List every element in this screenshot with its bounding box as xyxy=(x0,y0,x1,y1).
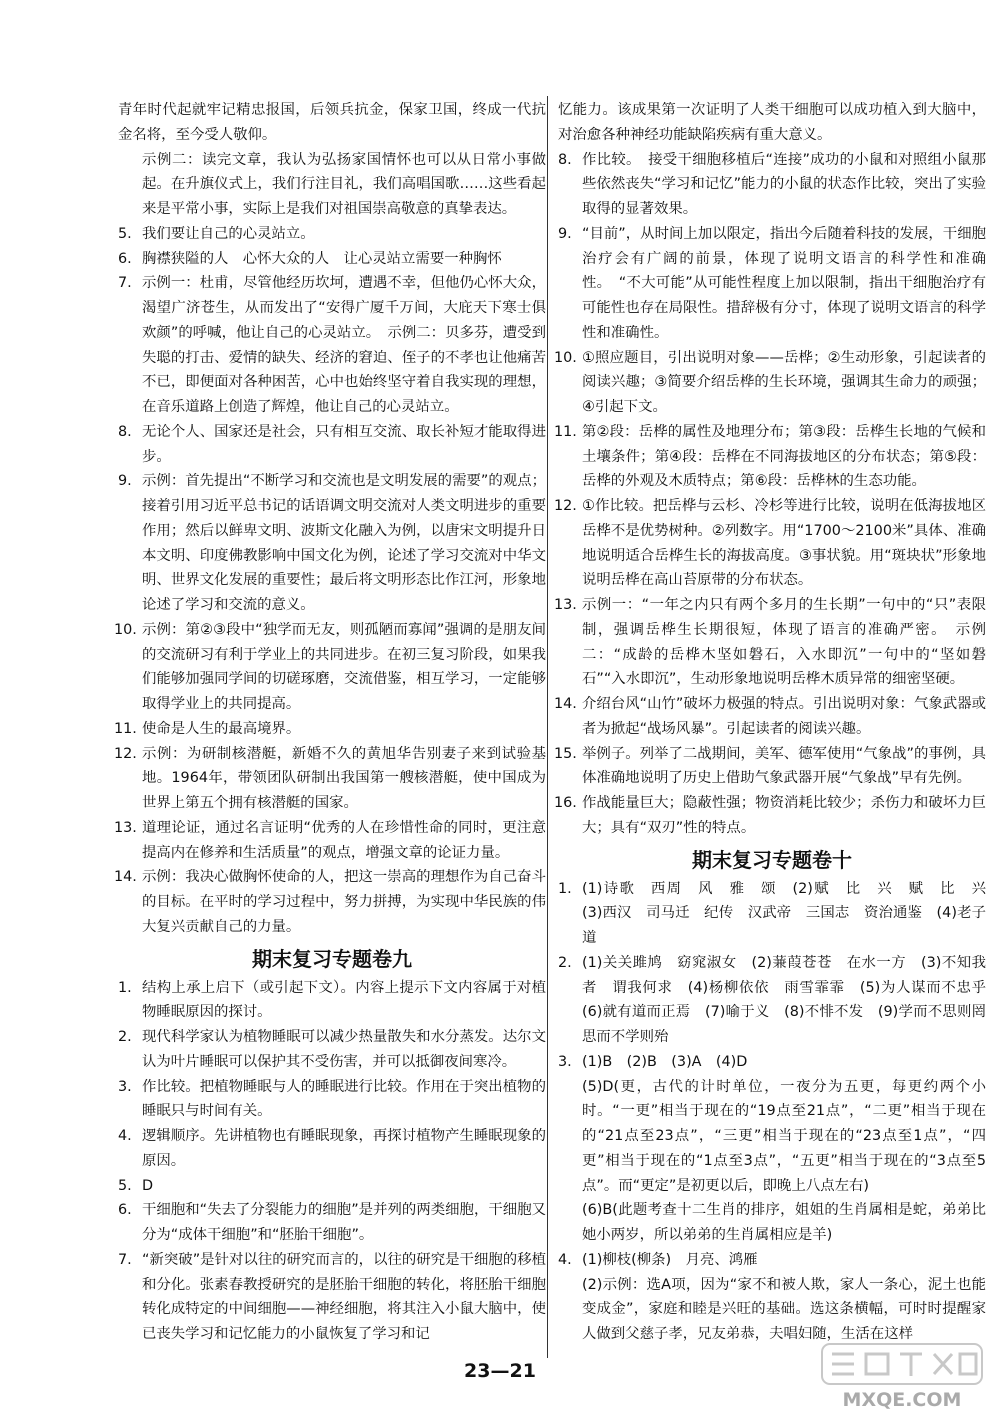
answer-item xyxy=(118,469,546,618)
item-text: (1)B (2)B (3)A (4)D xyxy=(582,1053,748,1070)
item-text: 示例二：读完文章，我认为弘扬家国情怀也可以从日常小事做起。在升旗仪式上，我们行注目礼，我们高唱国歌……这些看起来是平常小事，实际上是我们对祖国崇高敬意的真挚表达。 xyxy=(142,151,546,217)
answer-item xyxy=(554,420,986,494)
item-text: 无论个人、国家还是社会，只有相互交流、取长补短才能取得进步。 xyxy=(142,423,546,465)
item-number: 16. xyxy=(554,795,577,811)
answer-item xyxy=(558,98,986,148)
item-number: 1. xyxy=(118,979,132,996)
item-text: “新突破”是针对以往的研究而言的，以往的研究是干细胞的移植和分化。张素春教授研究的是胚胎干细胞的转化，将胚胎干细胞转化成特定的中间细胞——神经细胞，将其注入小鼠大脑中，使已丧失学习和记忆能力的小鼠恢复了学习和记 xyxy=(142,1251,546,1342)
item-text: ①照应题目，引出说明对象——岳桦；②生动形象，引起读者的阅读兴趣；③简要介绍岳桦的生长环境，强调其生命力的顽强；④引起下文。 xyxy=(582,349,986,415)
item-text: (5)D(更，古代的计时单位，一夜分为五更，每更约两个小时。“一更”相当于现在的“19点至21点”，“二更”相当于现在的“21点至23点”，“三更”相当于现在的“23点至1点”，“四更”相当于现在的“1点至3点”，“五更”相当于现在的“3点至5点”。而“更定”是初更以后，即晚上八点左右) xyxy=(582,1078,986,1194)
answer-item xyxy=(114,816,546,866)
answer-item xyxy=(558,1248,986,1273)
answer-item xyxy=(554,791,986,841)
answer-item xyxy=(118,1174,546,1199)
item-text: 使命是人生的最高境界。 xyxy=(142,720,301,737)
left-column xyxy=(114,98,546,1347)
answer-item xyxy=(554,346,986,420)
item-number: 5. xyxy=(118,225,132,242)
item-text: 结构上承上启下（或引起下文）。内容上提示下文内容属于对植物睡眠原因的探讨。 xyxy=(142,979,546,1021)
item-text: “目前”，从时间上加以限定，指出今后随着科技的发展，干细胞治疗会有广阔的前景，体现了说明文语言的科学性和准确性。 “不大可能”从可能性程度上加以限制，指出干细胞治疗有可能性也存在局限性。措辞极有分寸，体现了说明文语言的科学性和准确性。 xyxy=(582,225,986,341)
item-number: 15. xyxy=(554,745,577,762)
item-number: 12. xyxy=(554,498,577,514)
item-text: (6)B(此题考查十二生肖的排序，姐姐的生肖属相是蛇，弟弟比她小两岁，所以弟弟的生肖属相应是羊) xyxy=(582,1202,986,1243)
answer-item xyxy=(114,717,546,742)
item-text: 胸襟狭隘的人 心怀大众的人 让心灵站立需要一种胸怀 xyxy=(142,250,502,267)
item-number: 9. xyxy=(558,225,572,242)
right-column xyxy=(554,98,1000,1347)
answer-item xyxy=(558,1273,986,1347)
answer-item xyxy=(118,148,546,222)
item-text: 干细胞和“失去了分裂能力的细胞”是并列的两类细胞，干细胞又分为“成体干细胞”和“胚胎干细胞”。 xyxy=(142,1202,546,1243)
item-number: 13. xyxy=(554,597,577,613)
answer-item xyxy=(554,593,986,692)
answer-item xyxy=(558,222,986,346)
item-number: 2. xyxy=(558,954,572,971)
item-text: 示例：首先提出“不断学习和交流也是文明发展的需要”的观点；接着引用习近平总书记的话语调文明交流对人类文明进步的重要作用；然后以鲜卑文明、波斯文化融入为例，以唐宋文明提升日本文明、印度佛教影响中国文化为例，论述了学习交流对中华文明、世界文化发展的重要性；最后将文明形态比作江河，形象地论述了学习和交流的意义。 xyxy=(142,473,546,613)
item-number: 3. xyxy=(558,1053,572,1070)
item-text: 忆能力。该成果第一次证明了人类干细胞可以成功植入到大脑中，对治愈各种神经功能缺陷疾病有重大意义。 xyxy=(558,102,986,143)
answer-item xyxy=(558,1075,986,1199)
answer-item xyxy=(114,865,546,939)
section-heading: 期末复习专题卷九 xyxy=(252,946,412,971)
answer-item xyxy=(118,1124,546,1174)
answer-item xyxy=(118,271,546,420)
answer-item xyxy=(118,98,546,148)
item-text: (1)关关雎鸠 窈窕淑女 (2)蒹葭苍苍 在水一方 (3)不知我者 谓我何求 (4)杨柳依依 雨雪霏霏 (5)为人谋而不忠乎 (6)就有道而正焉 (7)喻于义 (8)不悱不发 (9)学而不思则罔 思而不学则殆 xyxy=(582,954,1000,1045)
answer-item xyxy=(554,692,986,742)
answer-item xyxy=(558,877,1000,951)
item-number: 4. xyxy=(558,1251,572,1268)
item-number: 4. xyxy=(118,1128,132,1144)
item-text: D xyxy=(142,1177,154,1194)
item-number: 8. xyxy=(118,423,132,440)
answer-item xyxy=(554,742,986,792)
item-text: 现代科学家认为植物睡眠可以减少热量散失和水分蒸发。达尔文认为叶片睡眠可以保护其不受伤害，并可以抵御夜间寒冷。 xyxy=(142,1029,546,1070)
item-number: 10. xyxy=(114,621,137,638)
answer-item xyxy=(114,742,546,816)
item-number: 9. xyxy=(118,473,132,490)
answer-item xyxy=(118,420,546,470)
page-number: 23—21 xyxy=(464,1360,536,1382)
item-text: 介绍台风“山竹”破坏力极强的特点。引出说明对象：气象武器或者为掀起“战场风暴”。引起读者的阅读兴趣。 xyxy=(582,696,986,737)
item-number: 12. xyxy=(114,745,137,762)
item-number: 10. xyxy=(554,349,577,366)
item-text: 作战能量巨大；隐蔽性强；物资消耗比较少；杀伤力和破坏力巨大；具有“双刃”性的特点。 xyxy=(582,795,986,836)
item-number: 6. xyxy=(118,1202,132,1219)
answer-item xyxy=(114,618,546,717)
item-number: 6. xyxy=(118,250,132,267)
item-number: 11. xyxy=(554,423,577,440)
item-text: 逻辑顺序。先讲植物也有睡眠现象，再探讨植物产生睡眠现象的原因。 xyxy=(142,1128,546,1169)
item-number: 7. xyxy=(118,1251,132,1268)
answer-item xyxy=(118,976,546,1026)
item-text: 示例：我决心做胸怀使命的人，把这一崇高的理想作为自己奋斗的目标。在平时的学习过程中，努力拼搏，为实现中华民族的伟大复兴贡献自己的力量。 xyxy=(142,869,546,935)
answer-item xyxy=(554,494,986,593)
answer-item xyxy=(558,1050,986,1075)
item-number: 8. xyxy=(558,151,572,168)
answer-item xyxy=(118,1248,546,1347)
item-number: 13. xyxy=(114,819,137,836)
answer-item xyxy=(118,247,546,272)
item-number: 7. xyxy=(118,275,132,292)
item-text: 第②段：岳桦的属性及地理分布；第③段：岳桦生长地的气候和土壤条件；第④段：岳桦在不同海拔地区的分布状态；第⑤段：岳桦的外观及木质特点；第⑥段：岳桦林的生态功能。 xyxy=(582,423,986,490)
answer-item xyxy=(118,1075,546,1125)
item-text: 举例子。列举了二战期间，美军、德军使用“气象战”的事例，具体准确地说明了历史上借助气象武器开展“气象战”早有先例。 xyxy=(582,745,986,787)
item-text: 示例：为研制核潜艇，新婚不久的黄旭华告别妻子来到试验基地。1964年，带领团队研制出我国第一艘核潜艇，使中国成为世界上第五个拥有核潜艇的国家。 xyxy=(142,745,546,811)
item-text: 作比较。把植物睡眠与人的睡眠进行比较。作用在于突出植物的睡眠只与时间有关。 xyxy=(142,1078,546,1120)
item-text: (1)柳枝(柳条) 月亮、鸿雁 xyxy=(582,1251,758,1268)
item-text: 示例一：“一年之内只有两个多月的生长期”一句中的“只”表限制，强调岳桦生长期很短，体现了语言的准确严密。 示例二：“成龄的岳桦木坚如磐石，入水即沉”一句中的“坚如磐石”“入水即沉”，生动形象地说明岳桦木质异常的细密坚硬。 xyxy=(582,597,986,688)
item-text: 示例一：杜甫，尽管他经历坎坷，遭遇不幸，但他仍心怀大众，渴望广济苍生，从而发出了“安得广厦千万间，大庇天下寒士俱欢颜”的呼喊，他让自己的心灵站立。 示例二：贝多芬，遭受到失聪的打击、爱情的缺失、经济的窘迫、侄子的不孝也让他痛苦不已，即便面对各种困苦，心中也始终坚守着自我实现的理想，在音乐道路上创造了辉煌，他让自己的心灵站立。 xyxy=(142,275,546,415)
item-number: 1. xyxy=(558,880,572,897)
item-text: (2)示例：选A项，因为“家不和被人欺，家人一条心，泥土也能变成金”，家庭和睦是兴旺的基础。选这条横幅，可时时提醒家人做到父慈子孝，兄友弟恭，夫唱妇随，生活在这样 xyxy=(582,1276,986,1342)
answer-item xyxy=(118,1025,546,1075)
item-text: 青年时代起就牢记精忠报国，后领兵抗金，保家卫国，终成一代抗金名将，至今受人敬仰。 xyxy=(118,102,546,143)
column-divider xyxy=(547,96,548,1358)
answer-item xyxy=(118,222,546,247)
item-text: 我们要让自己的心灵站立。 xyxy=(142,225,315,242)
item-text: (1)诗歌 西周 风 雅 颂 (2)赋 比 兴 赋 比 兴 (3)西汉 司马迁 纪传 汉武帝 三国志 资治通鉴 (4)老子 道 xyxy=(582,880,1000,946)
section-heading: 期末复习专题卷十 xyxy=(692,847,852,872)
watermark-logo xyxy=(808,1340,996,1412)
item-text: 示例：第②③段中“独学而无友，则孤陋而寡闻”强调的是朋友间的交流研习有利于学业上的共同进步。在初三复习阶段，如果我们能够加强同学间的切磋琢磨，交流借鉴，相互学习，一定能够取得学业上的共同提高。 xyxy=(142,621,546,712)
item-number: 2. xyxy=(118,1029,132,1045)
item-text: 道理论证，通过名言证明“优秀的人在珍惜性命的同时，更注意提高内在修养和生活质量”的观点，增强文章的论证力量。 xyxy=(142,819,546,861)
answer-item xyxy=(558,148,986,222)
item-number: 5. xyxy=(118,1177,132,1194)
item-number: 14. xyxy=(114,869,137,886)
item-number: 11. xyxy=(114,720,137,737)
answer-item xyxy=(558,1198,986,1248)
item-text: ①作比较。把岳桦与云杉、冷杉等进行比较，说明在低海拔地区岳桦不是优势树种。②列数字。用“1700～2100米”具体、准确地说明适合岳桦生长的海拔高度。③事状貌。用“斑块状”形象地说明岳桦在高山苔原带的分布状态。 xyxy=(582,498,986,589)
item-text: 作比较。 接受干细胞移植后“连接”成功的小鼠和对照组小鼠那些依然丧失“学习和记忆”能力的小鼠的状态作比较，突出了实验取得的显著效果。 xyxy=(582,151,986,217)
watermark-domain: MXQE.COM xyxy=(842,1389,962,1411)
item-number: 14. xyxy=(554,696,577,712)
answer-item xyxy=(118,1198,546,1248)
item-number: 3. xyxy=(118,1078,132,1095)
answer-item xyxy=(558,951,1000,1050)
